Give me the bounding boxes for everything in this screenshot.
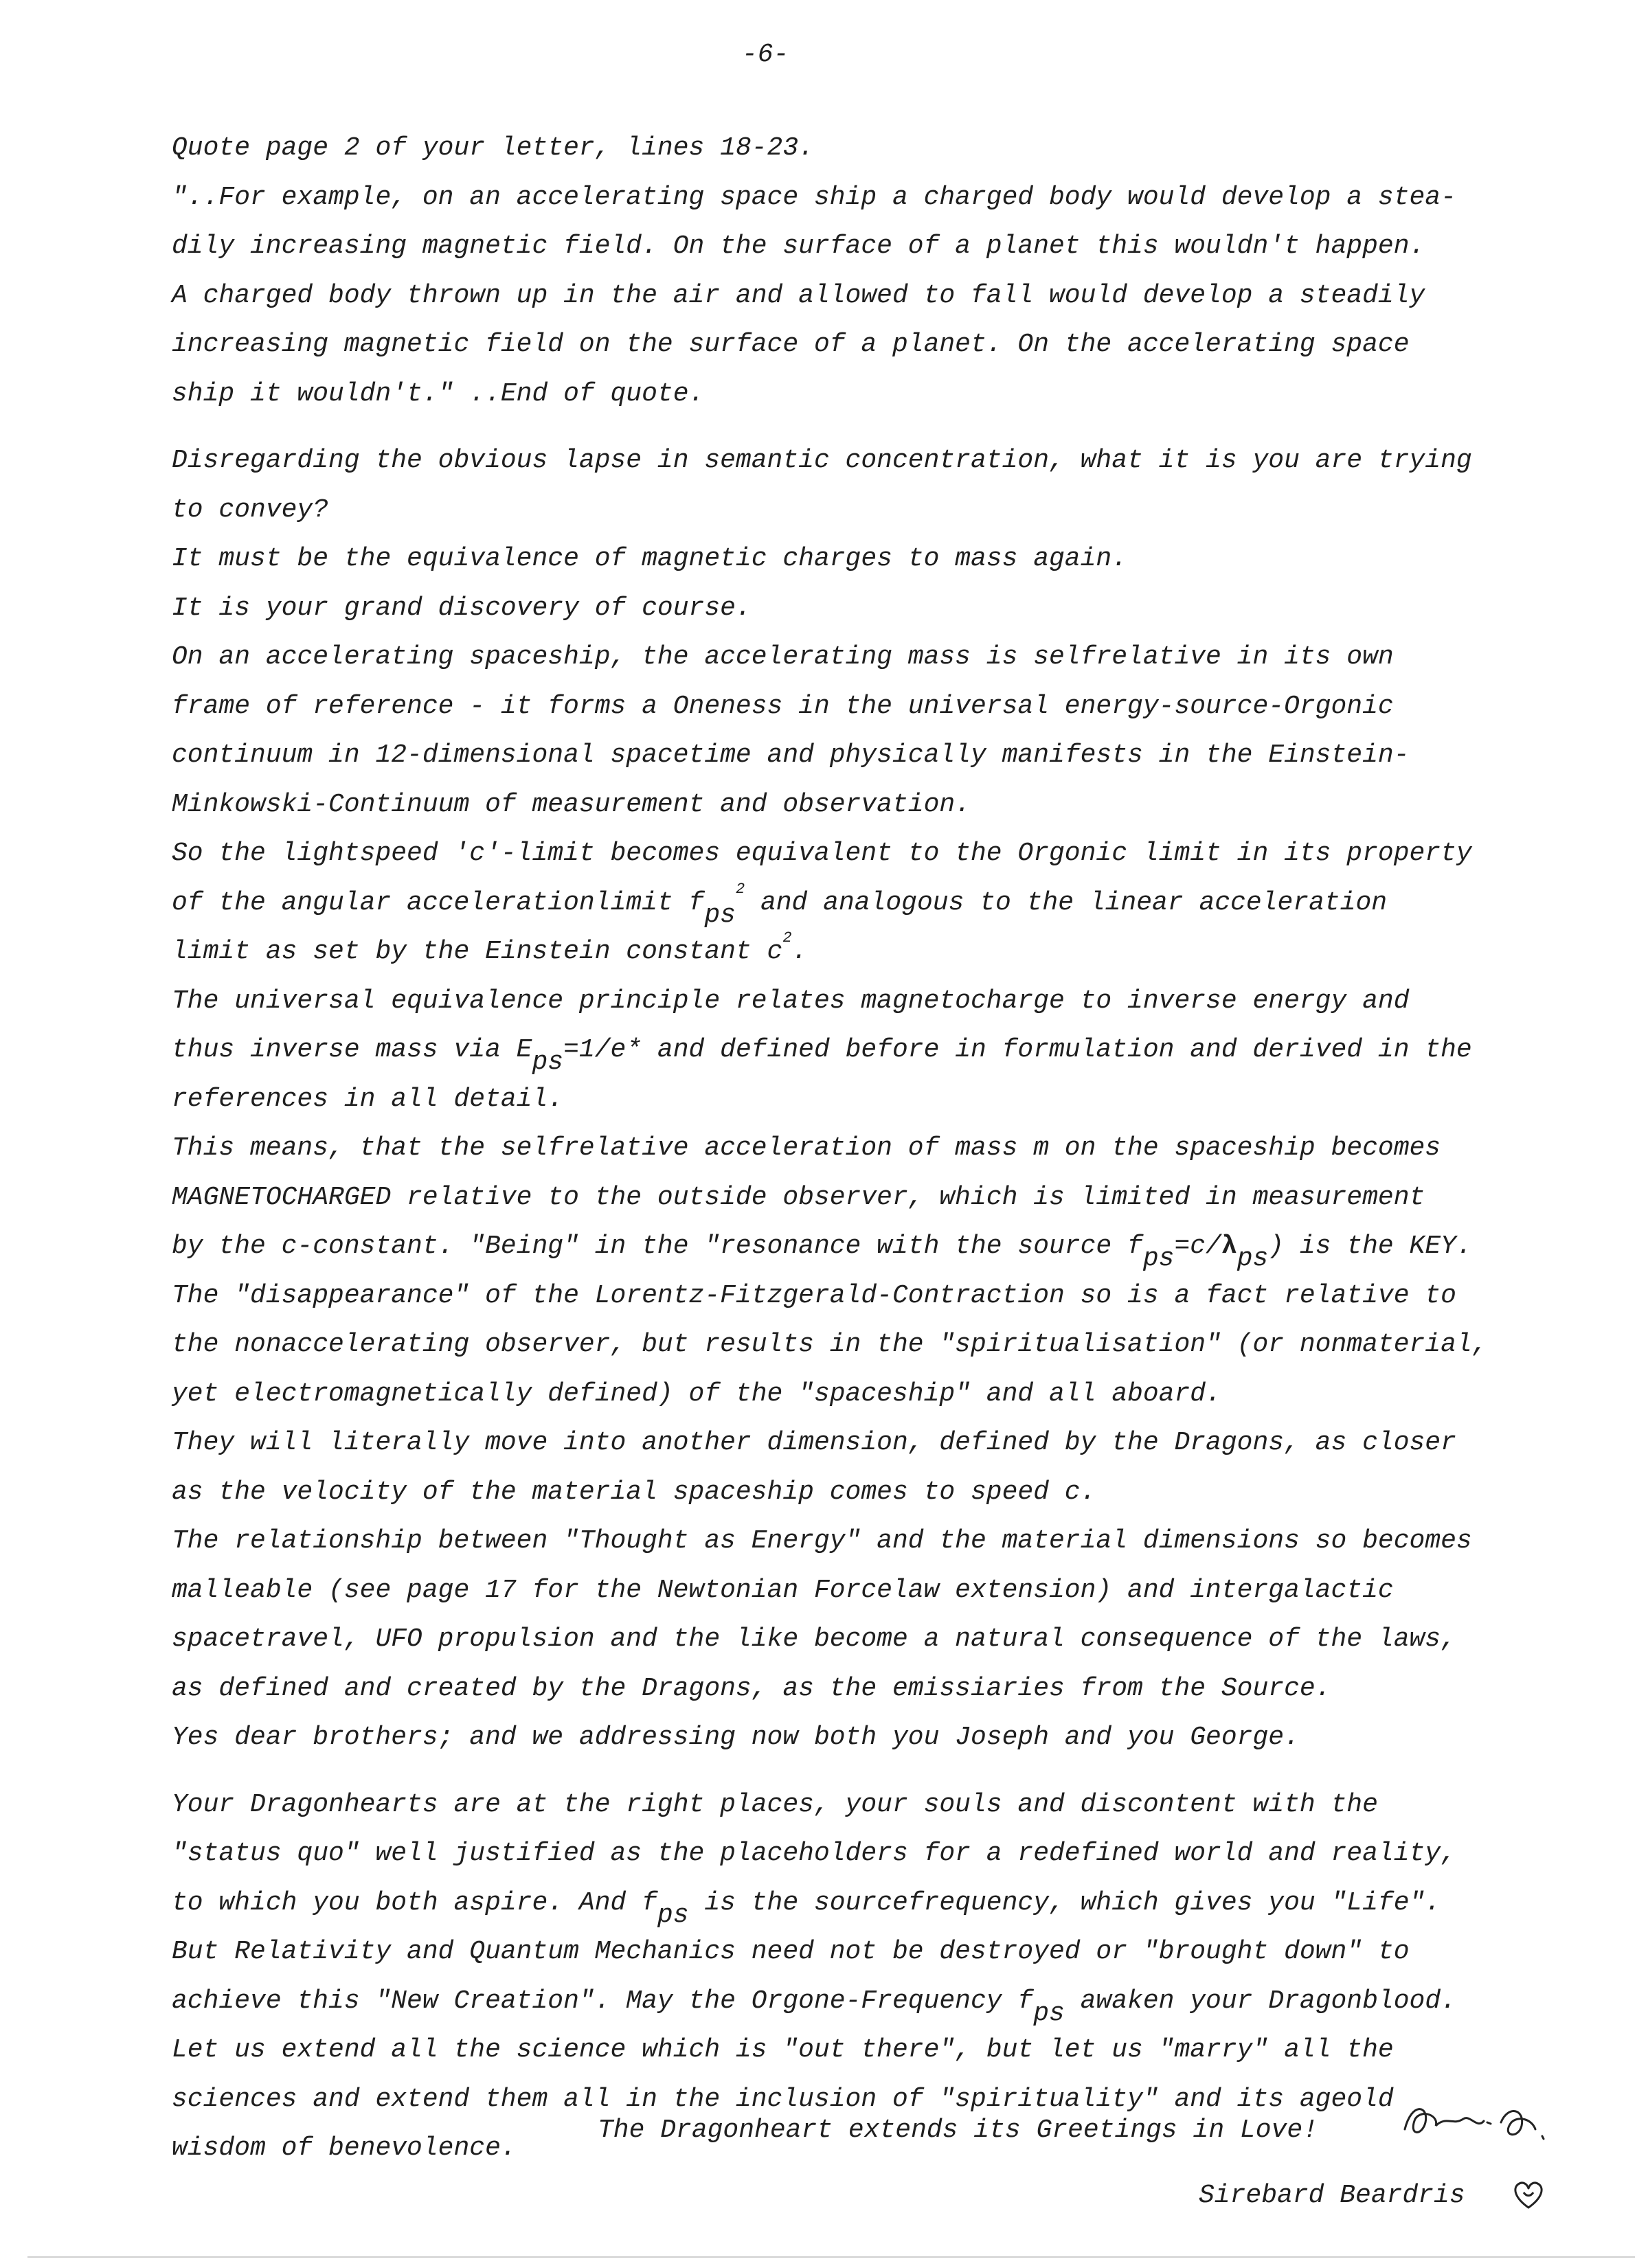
formula-text: .	[791, 937, 808, 966]
quote-line: increasing magnetic field on the surface of a planet. On the accelerating space	[172, 330, 1410, 359]
superscript: 2	[782, 929, 792, 946]
formula-text: of the angular accelerationlimit f	[172, 887, 705, 918]
text-line: continuum in 12-dimensional spacetime and physically manifests in the Einstein-	[172, 740, 1410, 770]
quote-line: Quote page 2 of your letter, lines 18-23.	[172, 133, 814, 163]
subscript: ps	[532, 1047, 564, 1077]
subscript: ps	[657, 1900, 689, 1930]
sign-off: The Dragonheart extends its Greetings in Love!	[598, 2116, 1318, 2145]
formula-text: ) is the KEY.	[1268, 1232, 1472, 1261]
text-line: On an accelerating spaceship, the accelerating mass is selfrelative in its own	[172, 642, 1394, 672]
signature-name: Sirebard Beardris	[1199, 2181, 1465, 2210]
quote-line: A charged body thrown up in the air and allowed to fall would develop a steadily	[172, 280, 1425, 310]
text-line: Let us extend all the science which is "out there", but let us "marry" all the	[172, 2035, 1394, 2065]
formula-line-inverse-mass	[172, 1025, 1553, 1075]
formula-text: thus inverse mass via E	[172, 1035, 532, 1065]
text-line: MAGNETOCHARGED relative to the outside observer, which is limited in measurement	[172, 1182, 1425, 1212]
formula-text: =1/e* and defined before in formulation and derived in the	[563, 1035, 1472, 1065]
formula-text: to which you both aspire. And f	[172, 1887, 657, 1918]
text-line: as defined and created by the Dragons, as the emissiaries from the Source.	[172, 1673, 1331, 1703]
text-line: It must be the equivalence of magnetic charges to mass again.	[172, 544, 1128, 574]
quote-line: ship it wouldn't." ..End of quote.	[172, 378, 705, 409]
paragraph-gap	[172, 1762, 1553, 1780]
formula-text: limit as set by the Einstein constant c	[172, 937, 783, 966]
text-line: malleable (see page 17 for the Newtonian Forcelaw extension) and intergalactic	[172, 1575, 1394, 1605]
text-line: yet electromagnetically defined) of the "spaceship" and all aboard.	[172, 1379, 1221, 1409]
scan-edge-divider	[27, 2256, 1635, 2258]
superscript: 2	[735, 880, 745, 898]
text-line: This means, that the selfrelative acceleration of mass m on the spaceship becomes	[172, 1133, 1441, 1163]
text-line: The relationship between "Thought as Energy" and the material dimensions so becomes	[172, 1526, 1472, 1556]
handwritten-signature-icon	[1398, 2088, 1556, 2150]
formula-text: and analogous to the linear acceleration	[745, 887, 1388, 918]
subscript: ps	[1142, 1244, 1175, 1273]
text-line: references in all detail.	[172, 1084, 564, 1114]
formula-line-einstein-constant	[172, 927, 1553, 977]
formula-text: by the c-constant. "Being" in the "resonance with the source f	[172, 1232, 1143, 1261]
text-line: sciences and extend them all in the inclusion of "spirituality" and its ageold	[172, 2084, 1394, 2114]
text-line: Your Dragonhearts are at the right places, your souls and discontent with the	[172, 1789, 1378, 1819]
text-line: So the lightspeed 'c'-limit becomes equivalent to the Orgonic limit in its property	[172, 839, 1472, 868]
formula-text: achieve this "New Creation". May the Orgone-Frequency f	[172, 1986, 1034, 2016]
text-line: "status quo" well justified as the placeholders for a redefined world and reality,	[172, 1839, 1456, 1868]
lambda-symbol: λ	[1221, 1232, 1237, 1261]
paragraph-gap	[172, 418, 1553, 436]
letter-body	[172, 124, 1553, 2173]
text-line: frame of reference - it forms a Oneness in the universal energy-source-Orgonic	[172, 691, 1394, 721]
formula-line-orgone-frequency	[172, 1977, 1553, 2026]
text-line: Yes dear brothers; and we addressing now both you Joseph and you George.	[172, 1723, 1300, 1752]
formula-line-sourcefrequency	[172, 1879, 1553, 1928]
formula-line-angular-limit	[172, 878, 1553, 928]
quote-line: dily increasing magnetic field. On the surface of a planet this wouldn't happen.	[172, 231, 1425, 261]
page-number: -6-	[742, 40, 789, 69]
text-line: spacetravel, UFO propulsion and the like become a natural consequence of the laws,	[172, 1624, 1456, 1654]
text-line: as the velocity of the material spaceship comes to speed c.	[172, 1477, 1096, 1507]
text-line: They will literally move into another dimension, defined by the Dragons, as closer	[172, 1428, 1456, 1458]
text-line: But Relativity and Quantum Mechanics need not be destroyed or "brought down" to	[172, 1937, 1410, 1966]
text-line: wisdom of benevolence.	[172, 2133, 517, 2163]
formula-line-resonance	[172, 1222, 1553, 1271]
subscript: ps	[704, 900, 736, 930]
formula-text: =c/	[1174, 1232, 1221, 1261]
subscript: ps	[1237, 1244, 1269, 1273]
text-line: The universal equivalence principle relates magnetocharge to inverse energy and	[172, 986, 1410, 1016]
formula-text: is the sourcefrequency, which gives you "Life".	[688, 1887, 1441, 1918]
text-line: Minkowski-Continuum of measurement and observation.	[172, 789, 971, 819]
quote-line: "..For example, on an accelerating space ship a charged body would develop a stea-	[172, 182, 1456, 212]
text-line: the nonaccelerating observer, but results in the "spiritualisation" (or nonmaterial,	[172, 1330, 1488, 1359]
heart-icon	[1511, 2179, 1546, 2210]
text-line: to convey?	[172, 495, 329, 525]
subscript: ps	[1033, 1998, 1065, 2028]
text-line: Disregarding the obvious lapse in semantic concentration, what it is you are trying	[172, 446, 1472, 475]
text-line: The "disappearance" of the Lorentz-Fitzgerald-Contraction so is a fact relative to	[172, 1280, 1456, 1311]
text-line: It is your grand discovery of course.	[172, 593, 752, 623]
formula-text: awaken your Dragonblood.	[1064, 1986, 1456, 2016]
